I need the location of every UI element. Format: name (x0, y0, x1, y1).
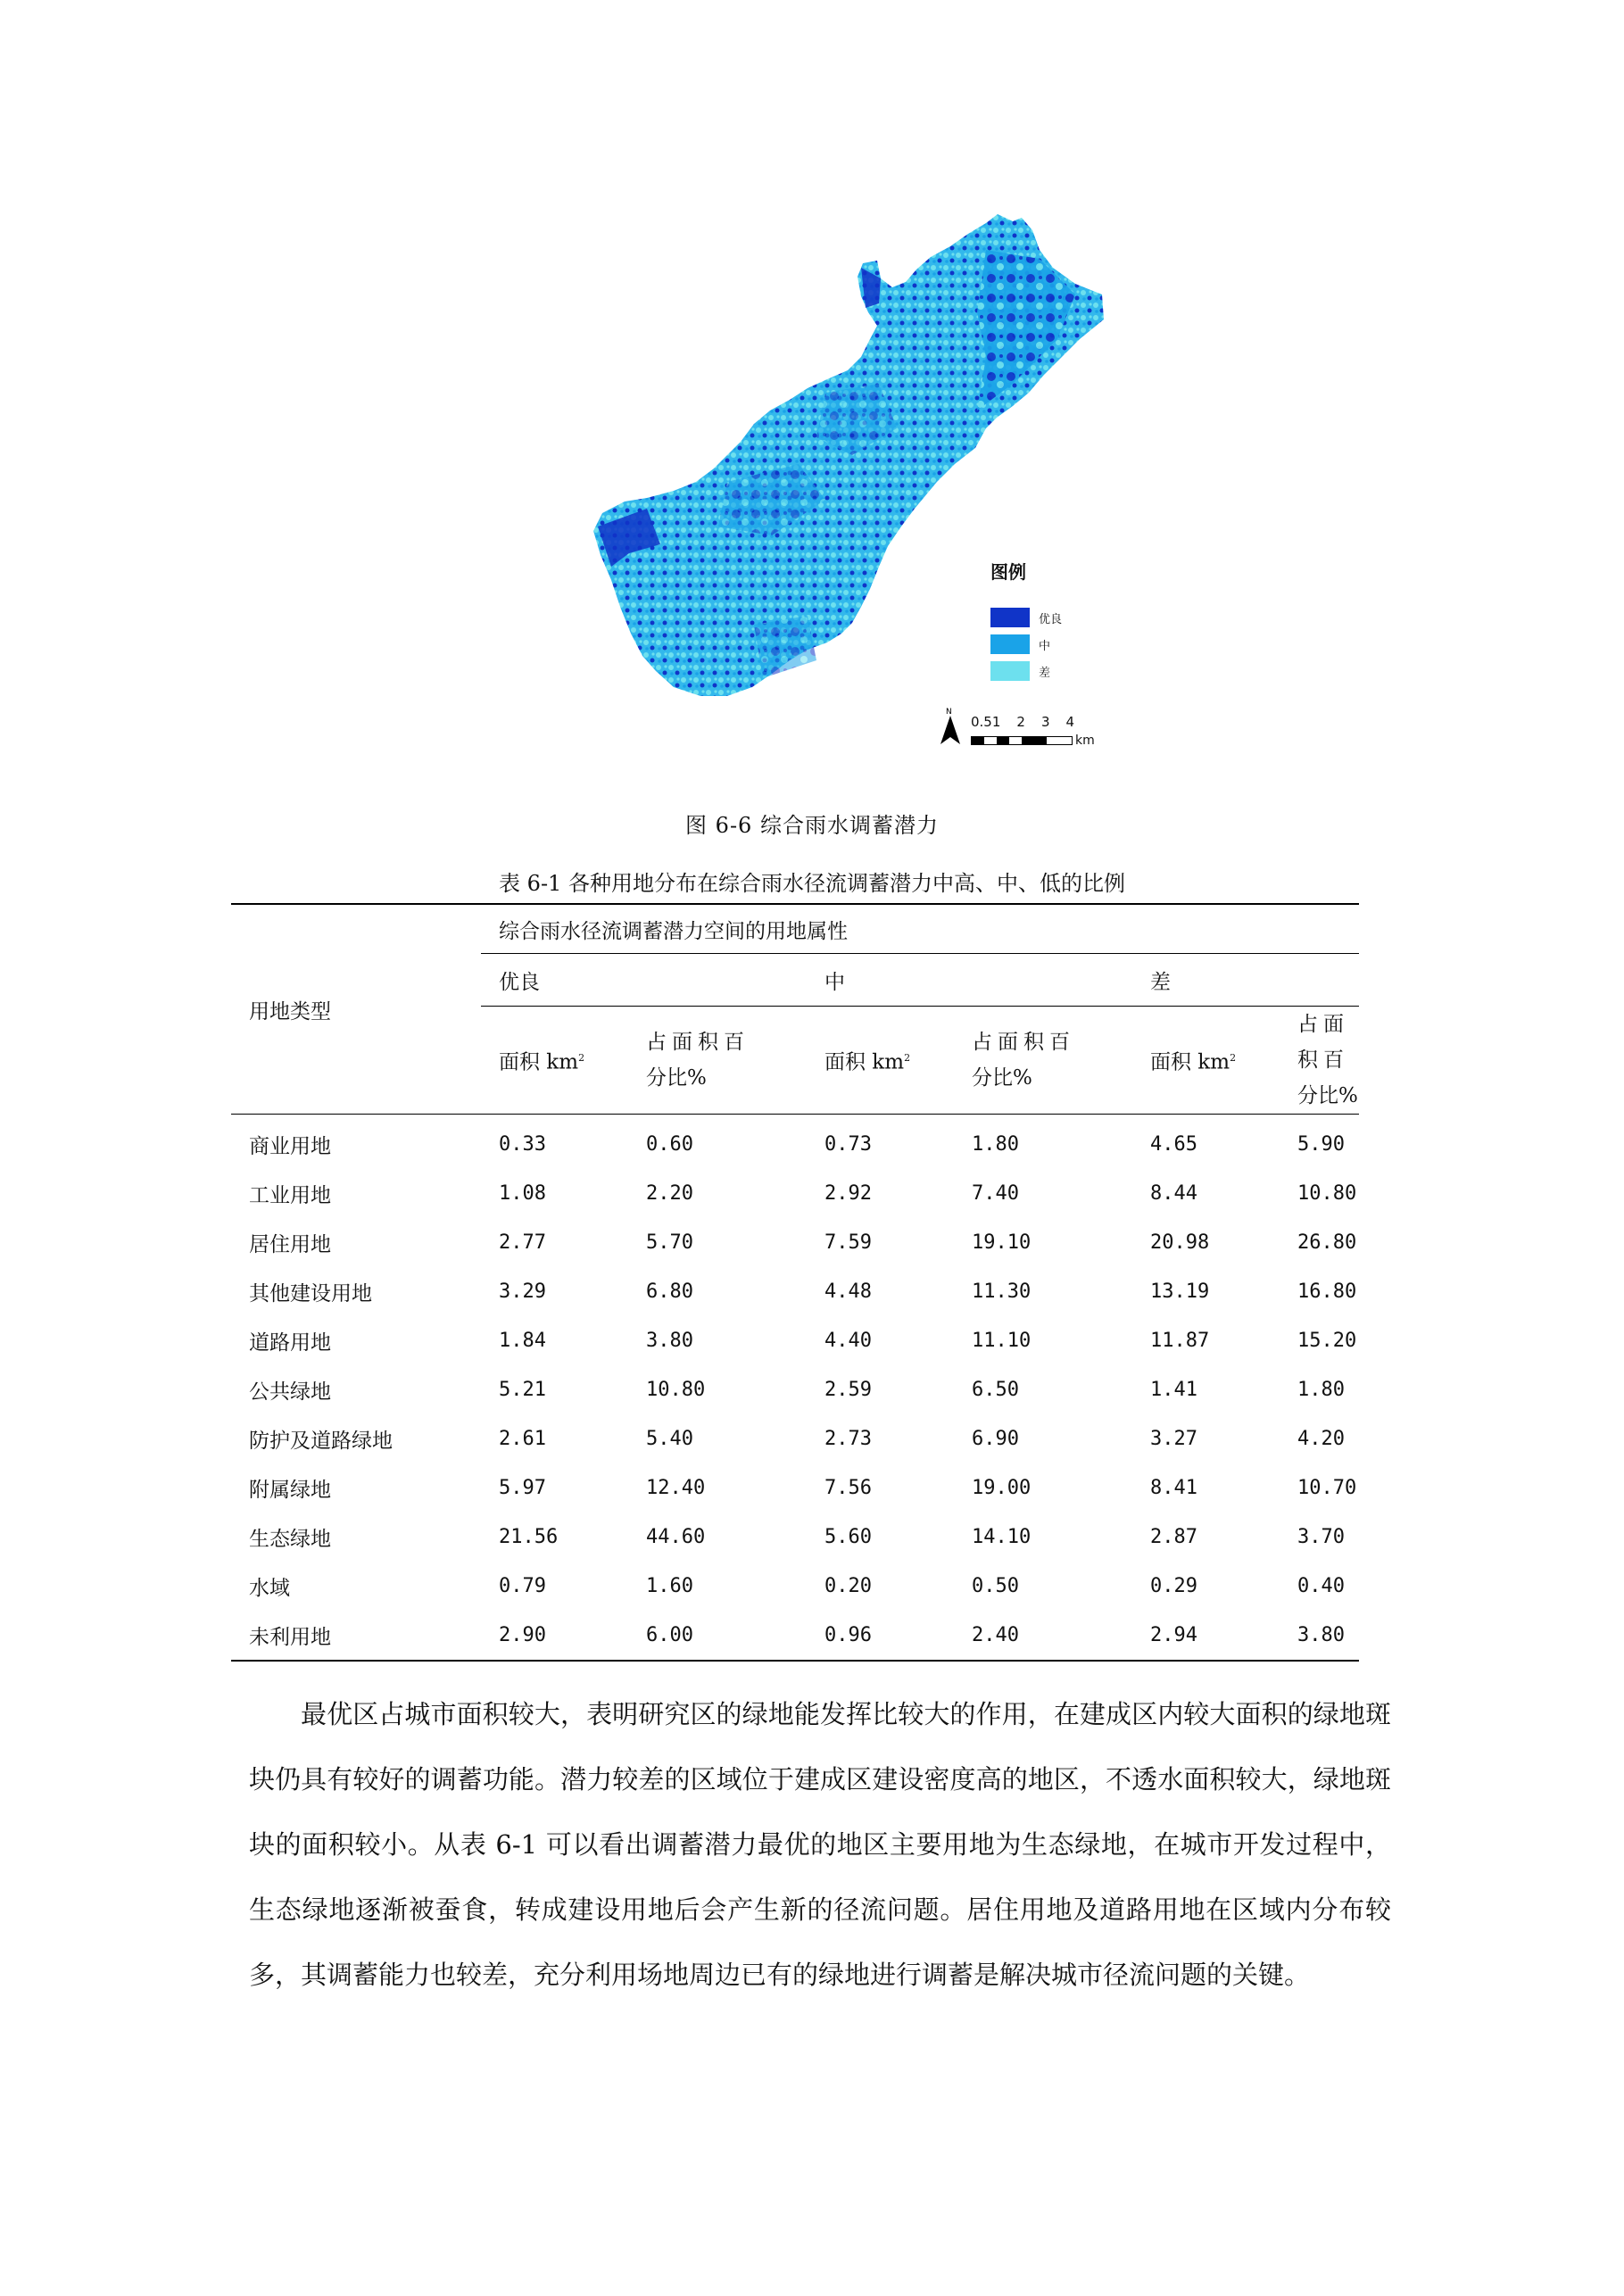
sub-header-area: 面积 $km^2$ (807, 1007, 954, 1115)
body-paragraph: 最优区占城市面积较大，表明研究区的绿地能发挥比较大的作用，在建成区内较大面积的绿地斑块仍具有较好的调蓄功能。潜力较差的区域位于建成区建设密度高的地区，不透水面积较大，绿地斑块的面积较小。从表 6-1 可以看出调蓄潜力最优的地区主要用地为生态绿地，在城市开发过程中，生态绿地逐渐被蚕食，转成建设用地后会产生新的径流问题。居住用地及道路用地在区域内分布较多，其调蓄能力也较差，充分利用场地周边已有的绿地进行调蓄是解决城市径流问题的关键。 (249, 1699, 1391, 1990)
row-label: 商业用地 (249, 1135, 331, 1158)
table-cell: 20.98 (1150, 1231, 1210, 1254)
table-cell: 15.20 (1297, 1330, 1357, 1352)
table-cell: 44.60 (646, 1526, 706, 1548)
table-cell: 11.30 (972, 1281, 1032, 1303)
table-cell: 7.40 (972, 1182, 1019, 1205)
table-cell: 1.08 (499, 1182, 546, 1205)
table-cell: 26.80 (1297, 1231, 1357, 1254)
table-cell: 3.70 (1297, 1526, 1345, 1548)
table-cell: 1.80 (972, 1133, 1019, 1156)
row-label: 水域 (249, 1577, 290, 1600)
table-cell: 21.56 (499, 1526, 559, 1548)
row-label: 生态绿地 (249, 1528, 331, 1551)
table-cell: 11.10 (972, 1330, 1032, 1352)
map-image (593, 214, 1120, 785)
table-cell: 1.60 (646, 1575, 693, 1597)
sub-header-percent: 占面积百 分比% (628, 1007, 807, 1115)
table-cell: 12.40 (646, 1477, 706, 1499)
table-row (231, 1218, 1359, 1267)
table-cell: 4.20 (1297, 1428, 1345, 1450)
figure-caption: 图 6-6 综合雨水调蓄潜力 (685, 813, 939, 838)
map-legend (990, 558, 1062, 685)
table-row (231, 1115, 1359, 1170)
legend-label-medium: 中 (1039, 639, 1051, 653)
sub-header-area: 面积 $km^2$ (481, 1007, 628, 1115)
level-header-good: 优良 (481, 954, 807, 1007)
sub-header-area: 面积 $km^2$ (1132, 1007, 1280, 1115)
table-cell: 0.96 (807, 1611, 954, 1661)
table-row (231, 1513, 1359, 1562)
legend-item-poor (990, 659, 1062, 684)
table-cell: 10.80 (646, 1379, 706, 1401)
row-label: 防护及道路绿地 (249, 1430, 393, 1453)
table-cell: 2.92 (824, 1182, 872, 1205)
table-cell: 6.00 (628, 1611, 807, 1661)
table-cell: 6.90 (972, 1428, 1019, 1450)
row-label: 工业用地 (249, 1184, 331, 1207)
table-cell: 8.41 (1150, 1477, 1197, 1499)
north-label: N (946, 708, 952, 717)
table-cell: 1.41 (1150, 1379, 1197, 1401)
legend-item-medium (990, 632, 1062, 657)
table-cell: 8.44 (1150, 1182, 1197, 1205)
table-cell: 11.87 (1150, 1330, 1210, 1352)
scale-tick: 3 (1040, 714, 1050, 730)
row-label: 公共绿地 (249, 1380, 331, 1404)
land-use-table (231, 903, 1359, 1662)
table-cell: 3.29 (499, 1281, 546, 1303)
table-row (231, 1463, 1359, 1513)
table-cell: 7.56 (824, 1477, 872, 1499)
table-caption: 表 6-1 各种用地分布在综合雨水径流调蓄潜力中高、中、低的比例 (499, 871, 1125, 896)
table-cell: 3.80 (1280, 1611, 1359, 1661)
table-cell: 0.29 (1150, 1575, 1197, 1597)
table-cell: 10.80 (1297, 1182, 1357, 1205)
table-row (231, 1169, 1359, 1218)
sub-header-percent: 占面积百 分比% (954, 1007, 1132, 1115)
scale-tick: 2 (1016, 714, 1025, 730)
table-cell: 7.59 (824, 1231, 872, 1254)
row-label: 未利用地 (231, 1611, 481, 1661)
table-cell: 13.19 (1150, 1281, 1210, 1303)
table-cell: 1.84 (499, 1330, 546, 1352)
legend-swatch-poor (990, 661, 1030, 681)
legend-swatch-good (990, 608, 1030, 627)
row-label: 附属绿地 (249, 1479, 331, 1502)
scale-tick: 4 (1065, 714, 1075, 730)
table-cell: 5.21 (499, 1379, 546, 1401)
table-cell: 5.90 (1297, 1133, 1345, 1156)
group-header: 综合雨水径流调蓄潜力空间的用地属性 (481, 904, 1359, 954)
legend-label-good: 优良 (1039, 612, 1063, 626)
table-cell: 2.20 (646, 1182, 693, 1205)
table-cell: 19.10 (972, 1231, 1032, 1254)
table-cell: 2.90 (481, 1611, 628, 1661)
table-cell: 5.70 (646, 1231, 693, 1254)
table-cell: 2.73 (824, 1428, 872, 1450)
table-cell: 3.27 (1150, 1428, 1197, 1450)
table-cell: 2.87 (1150, 1526, 1197, 1548)
scale-tick: 0.51 (971, 714, 1001, 730)
table-cell: 0.60 (646, 1133, 693, 1156)
table-cell: 4.65 (1150, 1133, 1197, 1156)
row-label: 道路用地 (249, 1331, 331, 1355)
table-cell: 10.70 (1297, 1477, 1357, 1499)
table-row (231, 1414, 1359, 1463)
table-cell: 2.61 (499, 1428, 546, 1450)
legend-swatch-medium (990, 634, 1030, 654)
row-label: 居住用地 (249, 1233, 331, 1256)
table-cell: 6.50 (972, 1379, 1019, 1401)
scale-labels (971, 714, 1090, 730)
table-cell: 5.40 (646, 1428, 693, 1450)
table-cell: 6.80 (646, 1281, 693, 1303)
table-row (231, 1316, 1359, 1365)
table-cell: 0.20 (824, 1575, 872, 1597)
table-cell: 0.73 (824, 1133, 872, 1156)
table-body (231, 1115, 1359, 1662)
rainwater-potential-map (593, 214, 1120, 785)
legend-label-poor: 差 (1039, 666, 1051, 680)
table-cell: 0.40 (1297, 1575, 1345, 1597)
scale-unit: km (1075, 734, 1095, 748)
table-cell: 19.00 (972, 1477, 1032, 1499)
table-cell: 0.50 (972, 1575, 1019, 1597)
table-row (231, 1365, 1359, 1414)
table-cell: 5.97 (499, 1477, 546, 1499)
table-cell: 16.80 (1297, 1281, 1357, 1303)
table-cell: 2.40 (954, 1611, 1132, 1661)
row-header: 用地类型 (231, 904, 481, 1115)
table-cell: 2.77 (499, 1231, 546, 1254)
table-row (231, 1562, 1359, 1611)
table-cell: 4.40 (824, 1330, 872, 1352)
scale-bar (971, 736, 1073, 745)
level-header-poor: 差 (1132, 954, 1359, 1007)
table-cell: 0.79 (499, 1575, 546, 1597)
table-row (231, 1611, 1359, 1661)
table-cell: 5.60 (824, 1526, 872, 1548)
table-row (231, 1267, 1359, 1316)
table-cell: 2.94 (1132, 1611, 1280, 1661)
legend-item-good (990, 605, 1062, 630)
table-cell: 4.48 (824, 1281, 872, 1303)
north-arrow-icon (937, 705, 964, 751)
table-cell: 1.80 (1297, 1379, 1345, 1401)
legend-title: 图例 (990, 561, 1026, 583)
table-cell: 0.33 (499, 1133, 546, 1156)
row-label: 其他建设用地 (249, 1282, 372, 1305)
level-header-medium: 中 (807, 954, 1132, 1007)
sub-header-percent: 占面积百 分比% (1280, 1007, 1359, 1115)
table-cell: 3.80 (646, 1330, 693, 1352)
table-cell: 14.10 (972, 1526, 1032, 1548)
table-cell: 2.59 (824, 1379, 872, 1401)
